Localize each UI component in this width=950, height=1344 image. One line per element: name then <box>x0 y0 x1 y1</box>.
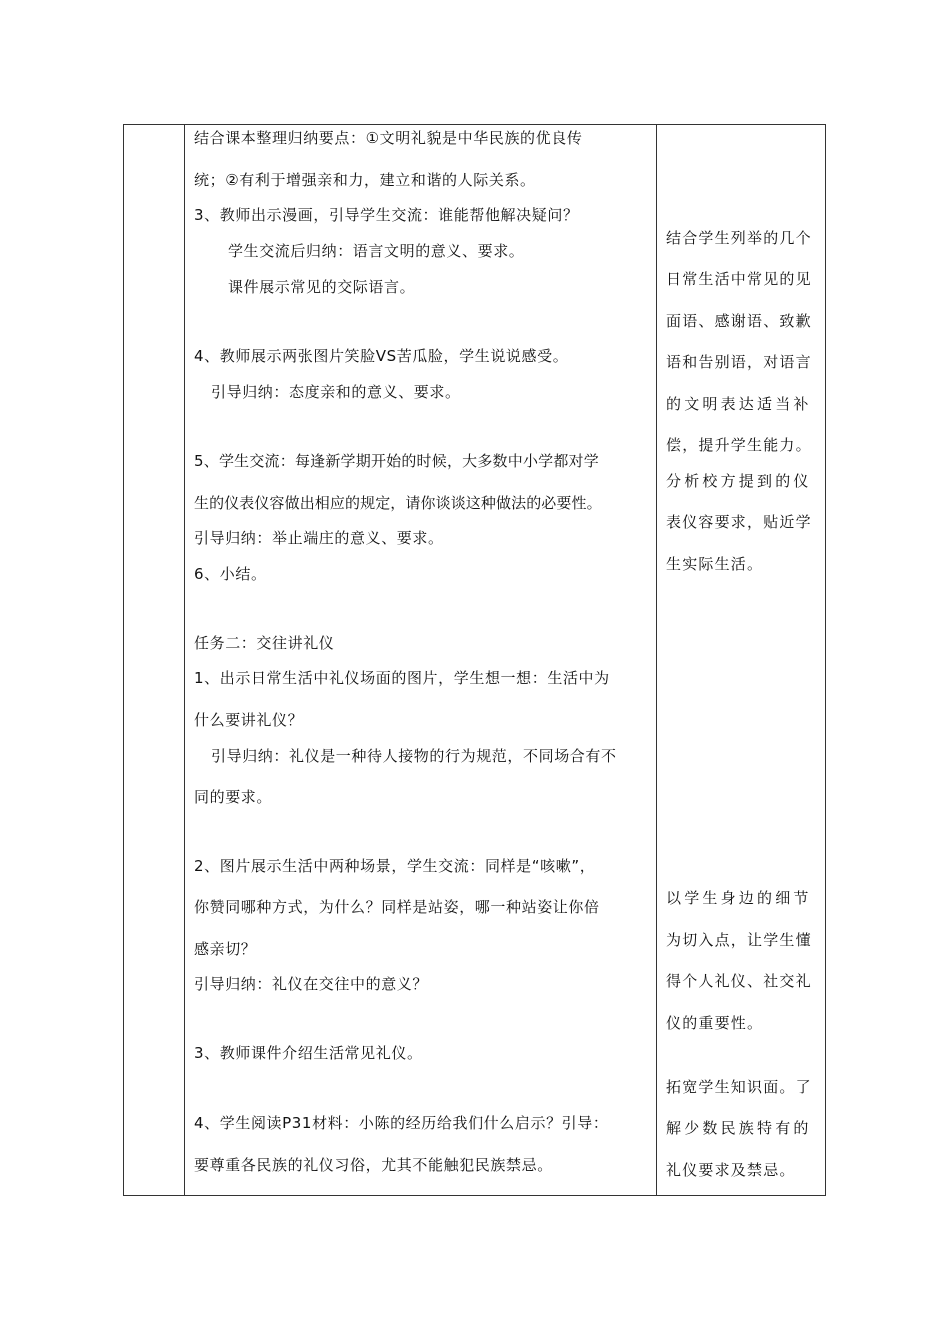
process-line: 课件展示常见的交际语言。 <box>228 278 416 296</box>
intent-line: 偿，提升学生能力。 <box>666 436 812 454</box>
intent-line: 日常生活中常见的见 <box>666 270 812 288</box>
process-line: 引导归纳：礼仪是一种待人接物的行为规范，不同场合有不 <box>211 747 617 765</box>
process-line: 感亲切？ <box>194 940 257 958</box>
process-line: 5、学生交流：每逢新学期开始的时候，大多数中小学都对学 <box>194 452 599 470</box>
process-line: 1、出示日常生活中礼仪场面的图片，学生想一想：生活中为 <box>194 669 610 687</box>
intent-line: 分析校方提到的仪 <box>666 472 812 490</box>
intent-line: 面语、感谢语、致歉 <box>666 312 812 330</box>
intent-line: 解少数民族特有的 <box>666 1119 812 1137</box>
table-column-divider <box>656 124 657 1196</box>
process-line: 3、教师课件介绍生活常见礼仪。 <box>194 1044 423 1062</box>
task-heading: 任务二：交往讲礼仪 <box>194 634 335 652</box>
intent-line: 拓宽学生知识面。了 <box>666 1078 812 1096</box>
process-line: 同的要求。 <box>194 788 273 806</box>
intent-line: 得个人礼仪、社交礼 <box>666 972 812 990</box>
process-line: 6、小结。 <box>194 565 267 583</box>
process-line: 什么要讲礼仪？ <box>194 711 304 729</box>
process-line: 生的仪表仪容做出相应的规定，请你谈谈这种做法的必要性。 <box>194 494 602 512</box>
intent-line: 生实际生活。 <box>666 555 764 573</box>
process-line: 引导归纳：举止端庄的意义、要求。 <box>194 529 444 547</box>
table-column-divider <box>184 124 185 1196</box>
process-line: 你赞同哪种方式，为什么？同样是站姿，哪一种站姿让你倍 <box>194 898 600 916</box>
intent-line: 仪的重要性。 <box>666 1014 764 1032</box>
process-line: 引导归纳：态度亲和的意义、要求。 <box>211 383 461 401</box>
intent-line: 礼仪要求及禁忌。 <box>666 1161 796 1179</box>
intent-line: 结合学生列举的几个 <box>666 229 812 247</box>
intent-line: 的文明表达适当补 <box>666 395 812 413</box>
intent-line: 语和告别语，对语言 <box>666 353 812 371</box>
process-line: 2、图片展示生活中两种场景，学生交流：同样是“咳嗽”， <box>194 857 596 875</box>
process-line: 结合课本整理归纳要点：①文明礼貌是中华民族的优良传 <box>194 129 583 147</box>
intent-line: 以学生身边的细节 <box>666 889 812 907</box>
process-line: 4、教师展示两张图片笑脸VS苦瓜脸，学生说说感受。 <box>194 347 569 365</box>
process-line: 要尊重各民族的礼仪习俗，尤其不能触犯民族禁忌。 <box>194 1156 553 1174</box>
process-line: 4、学生阅读P31材料：小陈的经历给我们什么启示？引导： <box>194 1114 609 1132</box>
process-line: 3、教师出示漫画，引导学生交流：谁能帮他解决疑问？ <box>194 206 579 224</box>
intent-line: 为切入点，让学生懂 <box>666 931 812 949</box>
process-line: 学生交流后归纳：语言文明的意义、要求。 <box>228 242 525 260</box>
process-line: 引导归纳：礼仪在交往中的意义？ <box>194 975 429 993</box>
intent-line: 表仪容要求，贴近学 <box>666 513 812 531</box>
process-line: 统；②有利于增强亲和力，建立和谐的人际关系。 <box>194 171 536 189</box>
